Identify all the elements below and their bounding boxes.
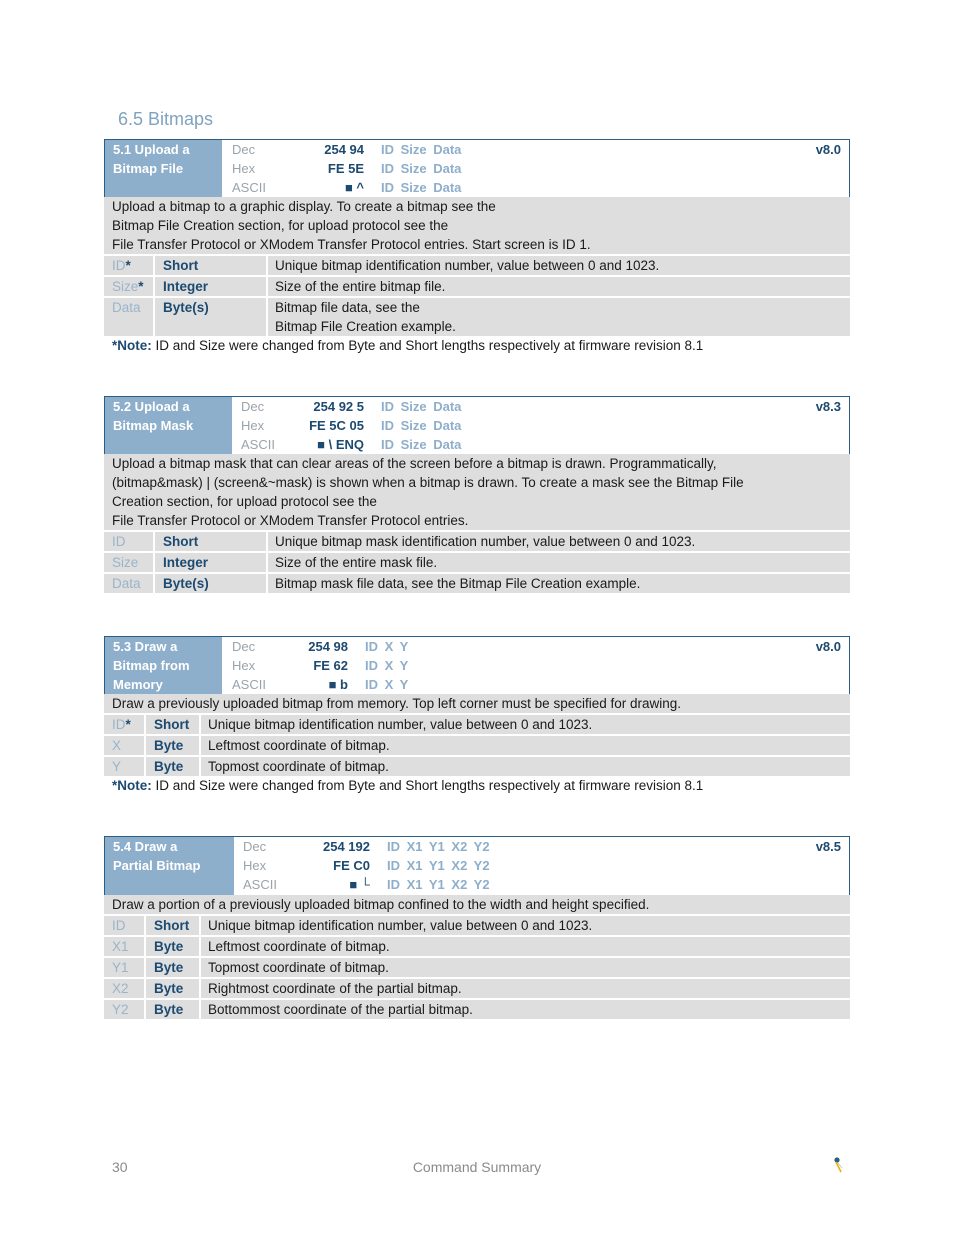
param-type: Byte: [146, 958, 201, 977]
param-description: [201, 937, 850, 956]
param-type: Byte: [146, 736, 201, 755]
param-name-text: ID: [112, 918, 126, 933]
param-row: [104, 572, 850, 593]
format-value-dec: 254 98: [308, 639, 348, 654]
param-name-text: X: [112, 738, 122, 753]
section-title: 6.5 Bitmaps: [118, 109, 214, 129]
matrix-orbital-logo-icon: [832, 1156, 844, 1174]
param-type: Byte: [146, 979, 201, 998]
param-name: [104, 715, 146, 734]
format-params-hex: ID Size Data: [381, 161, 462, 176]
command-description: [104, 197, 850, 254]
format-value-hex: FE C0: [333, 858, 370, 873]
format-label-hex: Hex: [243, 858, 267, 873]
param-name-text: ID: [112, 717, 126, 732]
command-header: [104, 836, 850, 895]
param-name-text: Y: [112, 759, 122, 774]
format-value-ascii: ■ b: [328, 677, 348, 692]
format-value-hex: FE 5E: [327, 161, 364, 176]
param-description: [201, 979, 850, 998]
param-name: [104, 574, 155, 593]
param-description-line: Topmost coordinate of bitmap.: [208, 960, 389, 975]
command-name: [105, 140, 222, 197]
command-block: [104, 636, 850, 796]
format-label-dec: Dec: [232, 142, 256, 157]
param-description-line: Size of the entire mask file.: [275, 555, 438, 570]
command-name-line: 5.1 Upload a: [113, 142, 190, 157]
format-label-ascii: ASCII: [241, 437, 275, 452]
param-name-text: Y2: [112, 1002, 129, 1017]
description-line: File Transfer Protocol or XModem Transfer Protocol entries. Start screen is ID 1.: [112, 237, 591, 252]
param-description: [201, 736, 850, 755]
format-label-ascii: ASCII: [232, 677, 266, 692]
command-name-line: 5.4 Draw a: [113, 839, 178, 854]
note-prefix: *Note:: [112, 778, 152, 793]
param-row: [104, 734, 850, 755]
format-value-ascii: ■ └: [349, 877, 370, 892]
description-line: File Transfer Protocol or XModem Transfer Protocol entries.: [112, 513, 469, 528]
version-badge: v8.3: [815, 399, 841, 414]
param-name-text: Data: [112, 300, 141, 315]
command-block: [104, 139, 850, 356]
param-description: [201, 1000, 850, 1019]
param-description-line: Bitmap File Creation example.: [275, 319, 456, 334]
description-line: Upload a bitmap mask that can clear areas of the screen before a bitmap is drawn. Programmatically,: [112, 456, 717, 471]
note-text: ID and Size were changed from Byte and Short lengths respectively at firmware revision 8.1: [155, 778, 704, 793]
param-row: [104, 956, 850, 977]
command-name-line: 5.2 Upload a: [113, 399, 190, 414]
param-row: [104, 551, 850, 572]
format-params-hex: ID X Y: [365, 658, 409, 673]
param-name: [104, 916, 146, 935]
param-description-line: Unique bitmap mask identification number, value between 0 and 1023.: [275, 534, 696, 549]
description-line: Bitmap File Creation section, for upload protocol see the: [112, 218, 449, 233]
description-line: Draw a portion of a previously uploaded bitmap confined to the width and height specified.: [112, 897, 650, 912]
param-description-line: Rightmost coordinate of the partial bitmap.: [208, 981, 462, 996]
page-number: 30: [112, 1159, 128, 1175]
command-name: [105, 397, 232, 454]
command-header: [104, 396, 850, 454]
param-row: [104, 713, 850, 734]
format-params-ascii: ID Size Data: [381, 180, 462, 195]
param-row: [104, 275, 850, 296]
param-description-line: Unique bitmap identification number, value between 0 and 1023.: [208, 918, 593, 933]
format-value-ascii: ■ ^: [344, 180, 364, 195]
param-name-text: ID: [112, 258, 126, 273]
command-header: [104, 139, 850, 197]
param-description: [268, 574, 850, 593]
param-required-star: *: [125, 258, 131, 273]
command-name-line: Bitmap from: [113, 658, 190, 673]
param-name: [104, 958, 146, 977]
param-name-text: X1: [112, 939, 129, 954]
footer-title: Command Summary: [412, 1159, 542, 1175]
param-name: [104, 1000, 146, 1019]
param-required-star: *: [125, 717, 131, 732]
param-name-text: ID: [112, 534, 126, 549]
param-name-text: Size: [112, 279, 139, 294]
format-label-dec: Dec: [232, 639, 256, 654]
param-row: [104, 755, 850, 776]
param-name: [104, 553, 155, 572]
format-label-hex: Hex: [232, 161, 256, 176]
param-description-line: Unique bitmap identification number, value between 0 and 1023.: [275, 258, 660, 273]
param-name: [104, 937, 146, 956]
format-value-hex: FE 62: [313, 658, 348, 673]
param-description: [268, 298, 850, 336]
format-label-ascii: ASCII: [243, 877, 277, 892]
param-row: [104, 530, 850, 551]
format-value-dec: 254 192: [323, 839, 370, 854]
version-badge: v8.0: [815, 639, 841, 654]
param-type: Integer: [155, 553, 268, 572]
format-label-hex: Hex: [241, 418, 265, 433]
firmware-note: [104, 336, 850, 356]
param-name: [104, 736, 146, 755]
description-line: Creation section, for upload protocol see the: [112, 494, 377, 509]
description-line: (bitmap&mask) | (screen&~mask) is shown when a bitmap is drawn. To create a mask see the Bitmap File: [112, 475, 744, 490]
param-type: Byte: [146, 1000, 201, 1019]
description-line: Upload a bitmap to a graphic display. To create a bitmap see the: [112, 199, 496, 214]
param-name: [104, 277, 155, 296]
param-description-line: Leftmost coordinate of bitmap.: [208, 939, 390, 954]
param-type: Byte(s): [155, 298, 268, 336]
format-params-hex: ID X1 Y1 X2 Y2: [387, 858, 490, 873]
param-description: [268, 553, 850, 572]
param-row: [104, 914, 850, 935]
param-description: [268, 277, 850, 296]
param-description: [201, 916, 850, 935]
command-description: [104, 895, 850, 914]
param-type: Short: [146, 715, 201, 734]
description-line: Draw a previously uploaded bitmap from memory. Top left corner must be specified for drawing.: [112, 696, 682, 711]
param-row: [104, 935, 850, 956]
param-name: [104, 256, 155, 275]
format-params-ascii: ID X1 Y1 X2 Y2: [387, 877, 490, 892]
param-description-line: Size of the entire bitmap file.: [275, 279, 446, 294]
param-type: Byte(s): [155, 574, 268, 593]
param-type: Short: [155, 256, 268, 275]
command-header: [104, 636, 850, 694]
param-required-star: *: [138, 279, 144, 294]
format-label-dec: Dec: [243, 839, 267, 854]
param-description-line: Bitmap file data, see the: [275, 300, 420, 315]
param-name: [104, 757, 146, 776]
command-name-line: Memory: [113, 677, 163, 692]
param-type: Byte: [146, 757, 201, 776]
param-row: [104, 296, 850, 336]
format-params-dec: ID Size Data: [381, 142, 462, 157]
param-description-line: Bitmap mask file data, see the Bitmap File Creation example.: [275, 576, 641, 591]
version-badge: v8.5: [815, 839, 841, 854]
param-type: Byte: [146, 937, 201, 956]
command-name-line: Bitmap File: [113, 161, 184, 176]
format-label-ascii: ASCII: [232, 180, 266, 195]
format-params-dec: ID Size Data: [381, 399, 462, 414]
command-block: [104, 396, 850, 593]
param-name-text: Y1: [112, 960, 129, 975]
param-description: [268, 256, 850, 275]
format-params-dec: ID X1 Y1 X2 Y2: [387, 839, 490, 854]
param-description-line: Unique bitmap identification number, value between 0 and 1023.: [208, 717, 593, 732]
command-name-line: 5.3 Draw a: [113, 639, 178, 654]
version-badge: v8.0: [815, 142, 841, 157]
param-description: [201, 958, 850, 977]
note-prefix: *Note:: [112, 338, 152, 353]
param-name: [104, 979, 146, 998]
param-description-line: Leftmost coordinate of bitmap.: [208, 738, 390, 753]
param-row: [104, 998, 850, 1019]
format-value-ascii: ■ \ ENQ: [317, 437, 364, 452]
command-name: [105, 837, 234, 895]
format-params-ascii: ID X Y: [365, 677, 409, 692]
param-name-text: Size: [112, 555, 139, 570]
command-name-line: Bitmap Mask: [113, 418, 194, 433]
param-name: [104, 532, 155, 551]
command-name: [105, 637, 222, 694]
format-params-dec: ID X Y: [365, 639, 409, 654]
param-type: Short: [146, 916, 201, 935]
format-value-dec: 254 94: [324, 142, 364, 157]
param-description: [201, 715, 850, 734]
param-name-text: Data: [112, 576, 141, 591]
param-description: [268, 532, 850, 551]
format-params-hex: ID Size Data: [381, 418, 462, 433]
command-description: [104, 454, 850, 530]
param-description-line: Topmost coordinate of bitmap.: [208, 759, 389, 774]
firmware-note: [104, 776, 850, 796]
param-row: [104, 254, 850, 275]
format-label-hex: Hex: [232, 658, 256, 673]
param-row: [104, 977, 850, 998]
param-type: Short: [155, 532, 268, 551]
param-name: [104, 298, 155, 336]
param-name-text: X2: [112, 981, 129, 996]
format-params-ascii: ID Size Data: [381, 437, 462, 452]
param-description-line: Bottommost coordinate of the partial bitmap.: [208, 1002, 473, 1017]
command-name-line: Partial Bitmap: [113, 858, 201, 873]
command-block: [104, 836, 850, 1019]
command-description: [104, 694, 850, 713]
format-value-dec: 254 92 5: [313, 399, 364, 414]
param-type: Integer: [155, 277, 268, 296]
format-value-hex: FE 5C 05: [309, 418, 364, 433]
format-label-dec: Dec: [241, 399, 265, 414]
note-text: ID and Size were changed from Byte and Short lengths respectively at firmware revision 8.1: [155, 338, 704, 353]
param-description: [201, 757, 850, 776]
